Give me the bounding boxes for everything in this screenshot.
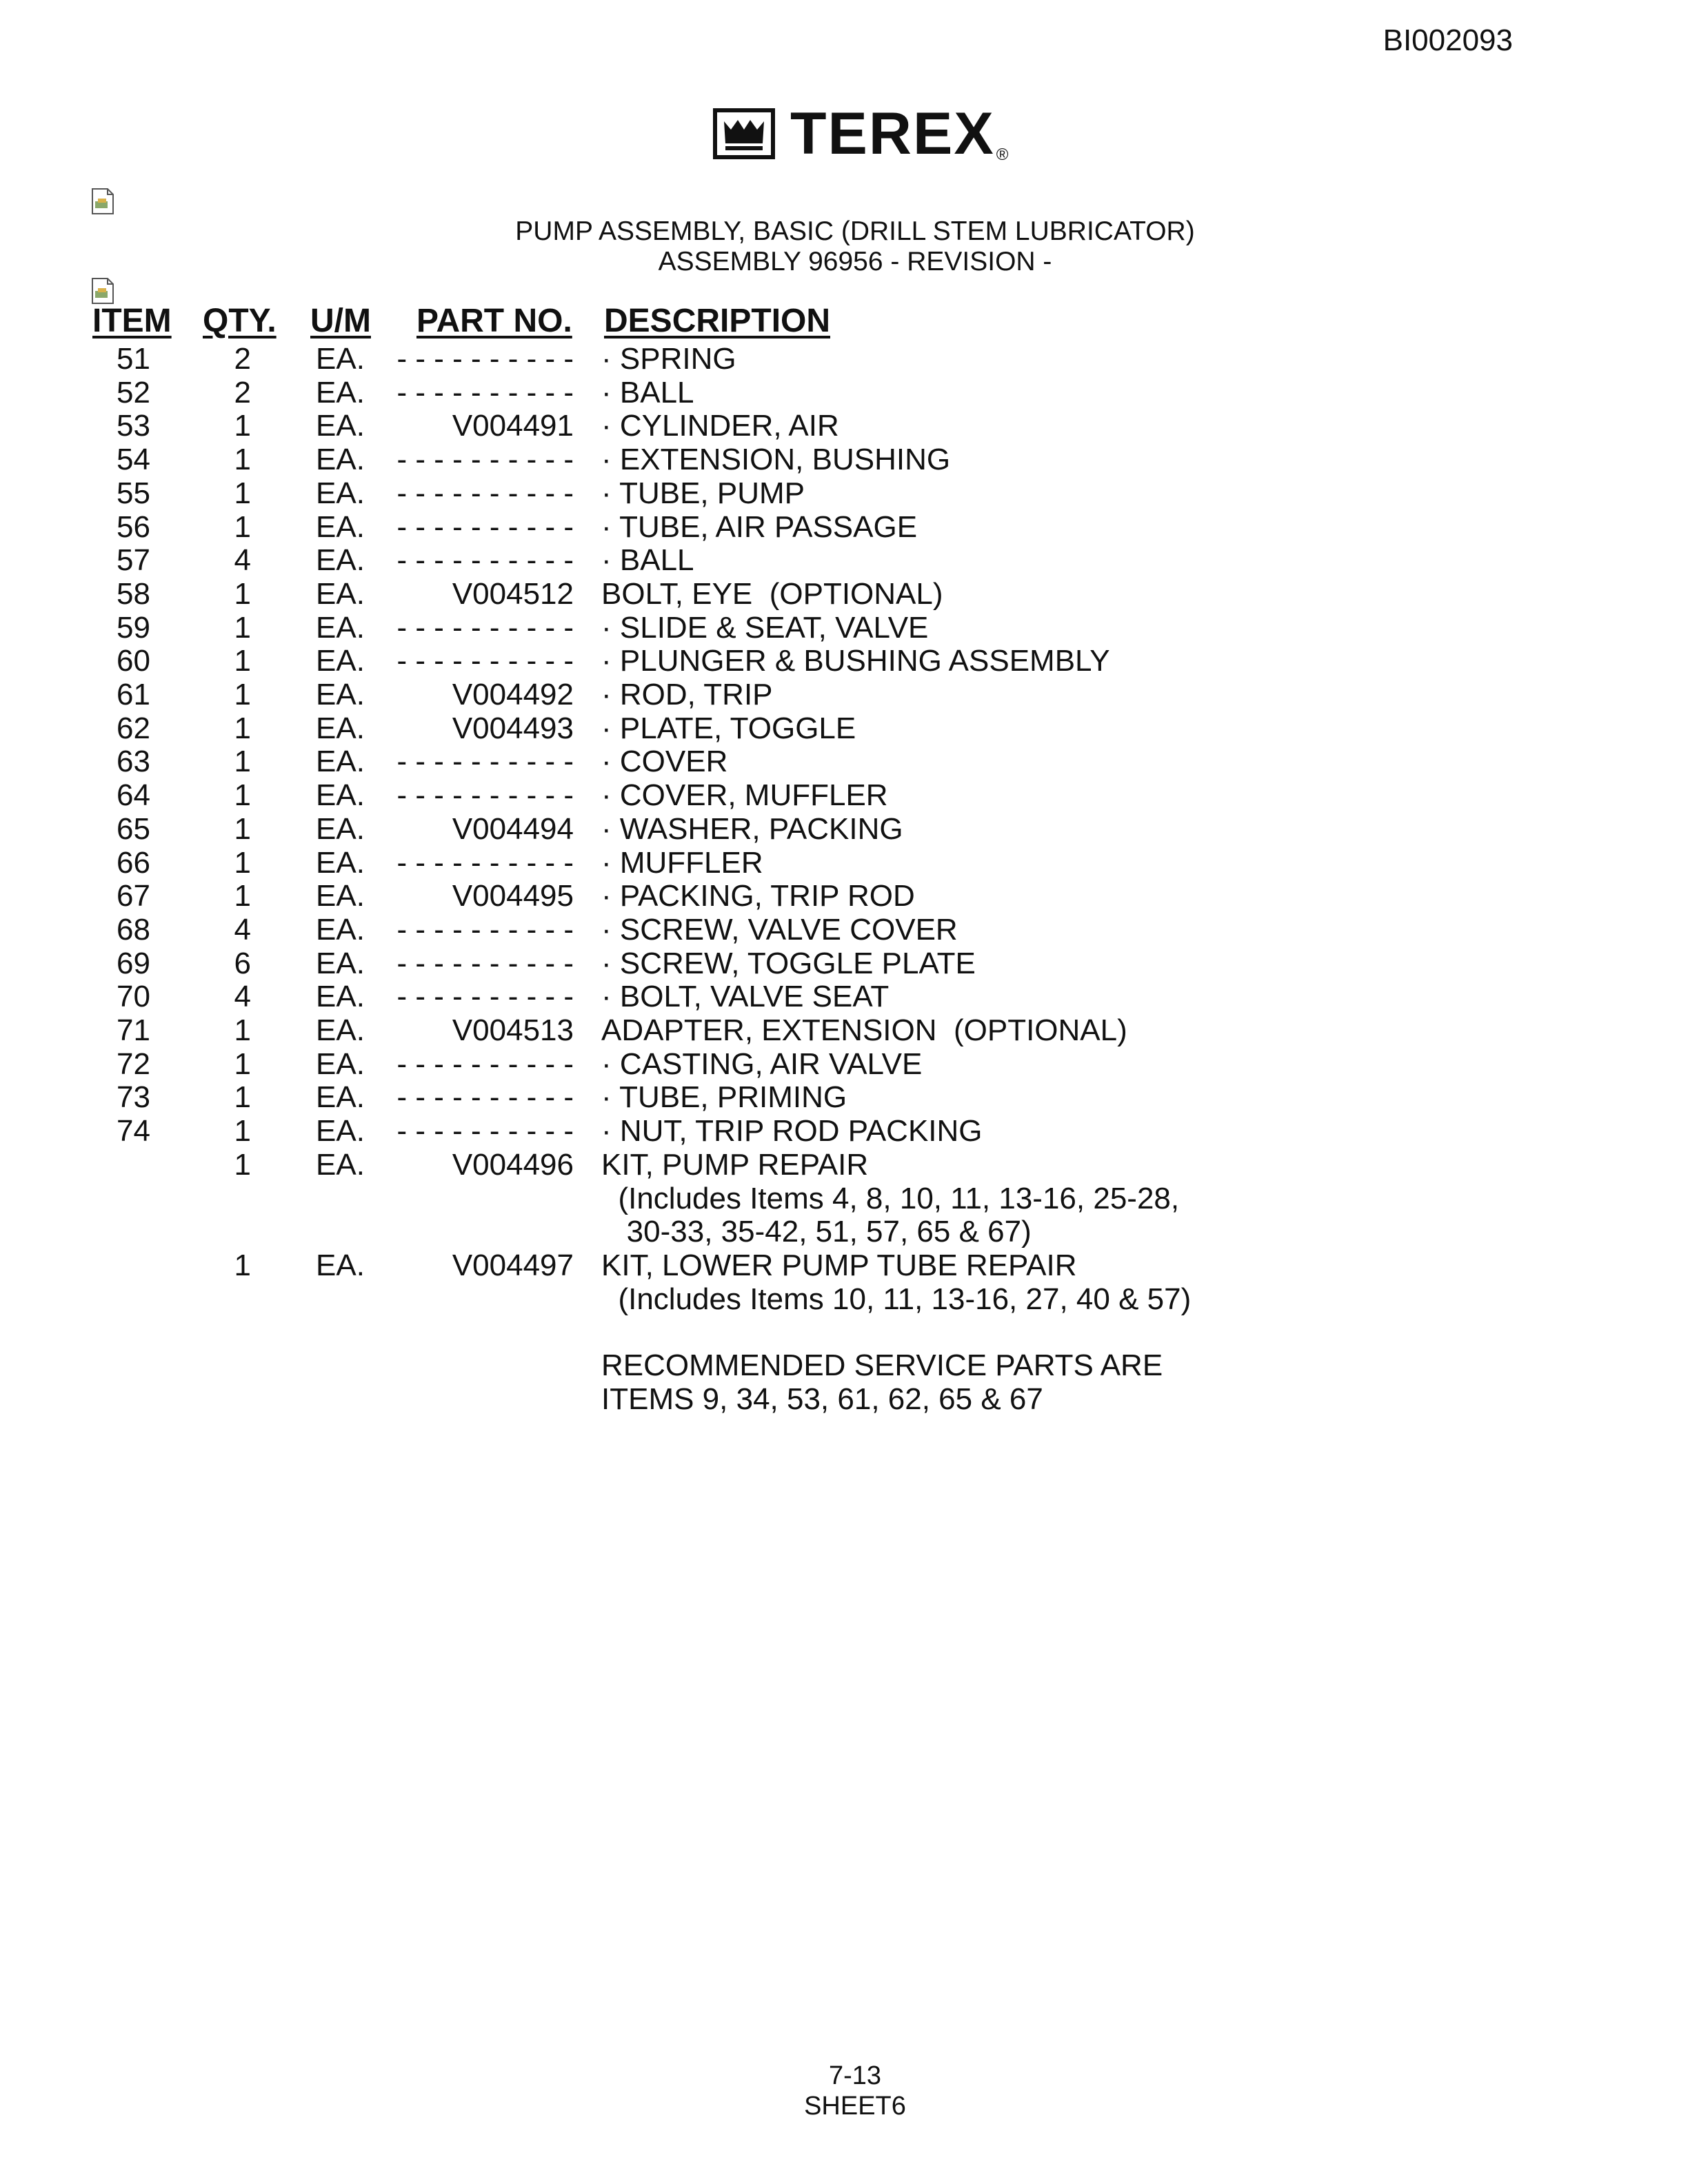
cell-part-no: - - - - - - - - - -: [396, 644, 574, 678]
cell-qty: 4: [234, 912, 251, 947]
header-um: U/M: [310, 303, 371, 339]
cell-part-no: - - - - - - - - - -: [396, 342, 574, 376]
cell-item: 65: [117, 811, 150, 846]
cell-description: · SCREW, VALVE COVER: [601, 912, 958, 947]
cell-part-no: - - - - - - - - - -: [396, 745, 574, 779]
cell-qty: 1: [234, 745, 251, 779]
cell-description: KIT, PUMP REPAIR: [601, 1147, 869, 1182]
cell-item: 68: [117, 912, 150, 947]
terex-logo: [713, 101, 1010, 167]
cell-qty: 1: [234, 409, 251, 443]
cell-part-no: V004493: [452, 711, 574, 745]
cell-description: · COVER, MUFFLER: [601, 778, 888, 813]
cell-qty: 1: [234, 1080, 251, 1115]
table-row: [0, 476, 1688, 509]
table-row: [0, 1114, 1688, 1147]
embedded-document-icon[interactable]: [90, 188, 116, 215]
table-row: [0, 644, 1688, 677]
cell-description: · PACKING, TRIP ROD: [601, 879, 915, 913]
cell-um: EA.: [316, 576, 365, 611]
cell-description: · ROD, TRIP: [601, 678, 773, 711]
cell-description: · BALL: [601, 375, 694, 410]
header-qty: QTY.: [203, 303, 277, 339]
table-row: [0, 1182, 1688, 1215]
table-row: [0, 510, 1688, 543]
cell-description: · WASHER, PACKING: [601, 811, 903, 846]
cell-description: · EXTENSION, BUSHING: [601, 443, 951, 477]
cell-part-no: - - - - - - - - - -: [396, 443, 574, 477]
table-row: [0, 1215, 1688, 1248]
table-row: [0, 443, 1688, 476]
cell-description: · SCREW, TOGGLE PLATE: [601, 946, 976, 980]
cell-item: 73: [117, 1080, 150, 1115]
table-row: [0, 778, 1688, 811]
cell-qty: 1: [234, 711, 251, 745]
cell-um: EA.: [316, 1046, 365, 1081]
cell-qty: 1: [234, 678, 251, 711]
sheet-label: SHEET6: [804, 2092, 906, 2121]
cell-description: · BALL: [601, 543, 694, 578]
cell-description: BOLT, EYE (OPTIONAL): [601, 576, 943, 611]
cell-item: 56: [117, 509, 150, 544]
cell-description: · COVER: [601, 745, 728, 779]
cell-description: · TUBE, PRIMING: [601, 1080, 847, 1115]
header-part-no: PART NO.: [416, 303, 572, 339]
cell-um: EA.: [316, 1080, 365, 1115]
cell-um: EA.: [316, 711, 365, 745]
cell-part-no: V004494: [452, 811, 574, 846]
cell-um: EA.: [316, 543, 365, 578]
cell-item: 72: [117, 1046, 150, 1081]
cell-um: EA.: [316, 678, 365, 711]
cell-item: 69: [117, 946, 150, 980]
cell-part-no: V004513: [452, 1013, 574, 1047]
cell-item: 59: [117, 610, 150, 645]
cell-qty: 1: [234, 879, 251, 913]
cell-part-no: - - - - - - - - - -: [396, 1046, 574, 1081]
table-row: [0, 711, 1688, 745]
cell-um: EA.: [316, 409, 365, 443]
cell-description: · BOLT, VALVE SEAT: [601, 980, 890, 1014]
table-row: [0, 913, 1688, 946]
cell-part-no: V004496: [452, 1147, 574, 1182]
cell-item: 52: [117, 375, 150, 410]
cell-part-no: - - - - - - - - - -: [396, 375, 574, 410]
cell-item: 58: [117, 576, 150, 611]
assembly-title: PUMP ASSEMBLY, BASIC (DRILL STEM LUBRICATOR): [515, 216, 1195, 246]
cell-qty: 1: [234, 1114, 251, 1149]
cell-part-no: - - - - - - - - - -: [396, 778, 574, 813]
cell-um: EA.: [316, 476, 365, 510]
cell-description: · SPRING: [601, 342, 736, 376]
cell-um: EA.: [316, 1248, 365, 1282]
cell-description: · MUFFLER: [601, 845, 763, 880]
table-row: [0, 611, 1688, 644]
cell-qty: 1: [234, 1046, 251, 1081]
table-row: [0, 846, 1688, 879]
cell-description: · NUT, TRIP ROD PACKING: [601, 1114, 983, 1149]
cell-description: KIT, LOWER PUMP TUBE REPAIR: [601, 1248, 1077, 1282]
cell-part-no: - - - - - - - - - -: [396, 1080, 574, 1115]
cell-item: 63: [117, 745, 150, 779]
table-row: [0, 1047, 1688, 1080]
table-row: [0, 1080, 1688, 1113]
cell-um: EA.: [316, 1013, 365, 1047]
cell-item: 57: [117, 543, 150, 578]
document-id: BI002093: [1383, 23, 1513, 57]
cell-part-no: - - - - - - - - - -: [396, 1114, 574, 1149]
cell-description: · TUBE, PUMP: [601, 476, 805, 510]
cell-um: EA.: [316, 745, 365, 779]
table-row: [0, 1148, 1688, 1181]
cell-um: EA.: [316, 342, 365, 376]
cell-qty: 1: [234, 509, 251, 544]
cell-um: EA.: [316, 610, 365, 645]
cell-qty: 1: [234, 576, 251, 611]
cell-item: 62: [117, 711, 150, 745]
cell-item: 67: [117, 879, 150, 913]
cell-part-no: V004495: [452, 879, 574, 913]
embedded-document-icon[interactable]: [90, 277, 116, 305]
recommended-parts-note: RECOMMENDED SERVICE PARTS ARE: [601, 1348, 1163, 1382]
cell-item: 54: [117, 443, 150, 477]
cell-description: 30-33, 35-42, 51, 57, 65 & 67): [601, 1215, 1032, 1249]
cell-item: 55: [117, 476, 150, 510]
cell-part-no: - - - - - - - - - -: [396, 610, 574, 645]
cell-description: (Includes Items 10, 11, 13-16, 27, 40 & 57): [601, 1282, 1192, 1316]
table-row: [0, 1013, 1688, 1046]
cell-part-no: - - - - - - - - - -: [396, 509, 574, 544]
cell-um: EA.: [316, 879, 365, 913]
cell-item: 61: [117, 678, 150, 711]
cell-item: 70: [117, 980, 150, 1014]
table-row: [0, 409, 1688, 442]
cell-qty: 1: [234, 443, 251, 477]
cell-item: 64: [117, 778, 150, 813]
cell-um: EA.: [316, 946, 365, 980]
assembly-revision: ASSEMBLY 96956 - REVISION -: [658, 247, 1052, 276]
cell-um: EA.: [316, 1147, 365, 1182]
cell-part-no: V004492: [452, 678, 574, 711]
cell-part-no: - - - - - - - - - -: [396, 912, 574, 947]
cell-part-no: V004497: [452, 1248, 574, 1282]
table-row: [0, 543, 1688, 576]
header-item: ITEM: [92, 303, 172, 339]
cell-item: 66: [117, 845, 150, 880]
cell-description: (Includes Items 4, 8, 10, 11, 13-16, 25-28,: [601, 1181, 1180, 1215]
table-row: [0, 376, 1688, 409]
cell-um: EA.: [316, 845, 365, 880]
cell-qty: 2: [234, 375, 251, 410]
cell-um: EA.: [316, 811, 365, 846]
registered-mark: ®: [996, 145, 1010, 164]
cell-um: EA.: [316, 375, 365, 410]
cell-qty: 1: [234, 778, 251, 813]
table-row: [0, 812, 1688, 845]
cell-qty: 1: [234, 476, 251, 510]
cell-um: EA.: [316, 912, 365, 947]
table-row: [0, 577, 1688, 610]
logo-text: TEREX: [790, 101, 995, 167]
table-row: [0, 745, 1688, 778]
cell-um: EA.: [316, 509, 365, 544]
cell-qty: 1: [234, 1013, 251, 1047]
cell-part-no: V004491: [452, 409, 574, 443]
cell-um: EA.: [316, 644, 365, 678]
cell-qty: 1: [234, 1248, 251, 1282]
cell-description: ADAPTER, EXTENSION (OPTIONAL): [601, 1013, 1127, 1047]
table-row: [0, 879, 1688, 912]
header-description: DESCRIPTION: [604, 303, 831, 339]
cell-item: 53: [117, 409, 150, 443]
cell-qty: 1: [234, 610, 251, 645]
cell-qty: 1: [234, 811, 251, 846]
cell-part-no: - - - - - - - - - -: [396, 946, 574, 980]
cell-item: 74: [117, 1114, 150, 1149]
crown-logo-icon: [713, 108, 775, 159]
cell-description: · PLATE, TOGGLE: [601, 711, 856, 745]
cell-qty: 4: [234, 543, 251, 578]
cell-part-no: - - - - - - - - - -: [396, 980, 574, 1014]
cell-part-no: V004512: [452, 576, 574, 611]
cell-qty: 4: [234, 980, 251, 1014]
cell-qty: 1: [234, 1147, 251, 1182]
table-row: [0, 342, 1688, 375]
table-row: [0, 678, 1688, 711]
table-row: [0, 1248, 1688, 1282]
cell-qty: 2: [234, 342, 251, 376]
cell-description: · TUBE, AIR PASSAGE: [601, 509, 918, 544]
cell-description: · SLIDE & SEAT, VALVE: [601, 610, 929, 645]
cell-part-no: - - - - - - - - - -: [396, 845, 574, 880]
page-number: 7-13: [828, 2061, 882, 2090]
cell-um: EA.: [316, 443, 365, 477]
cell-um: EA.: [316, 980, 365, 1014]
cell-part-no: - - - - - - - - - -: [396, 543, 574, 578]
table-row: [0, 1282, 1688, 1315]
cell-um: EA.: [316, 778, 365, 813]
cell-qty: 1: [234, 845, 251, 880]
table-row: [0, 947, 1688, 980]
cell-description: · CYLINDER, AIR: [601, 409, 839, 443]
recommended-parts-items: ITEMS 9, 34, 53, 61, 62, 65 & 67: [601, 1382, 1043, 1416]
cell-item: 51: [117, 342, 150, 376]
cell-qty: 1: [234, 644, 251, 678]
cell-item: 60: [117, 644, 150, 678]
cell-um: EA.: [316, 1114, 365, 1149]
cell-item: 71: [117, 1013, 150, 1047]
cell-description: · PLUNGER & BUSHING ASSEMBLY: [601, 644, 1110, 678]
table-row: [0, 980, 1688, 1013]
cell-description: · CASTING, AIR VALVE: [601, 1046, 923, 1081]
cell-qty: 6: [234, 946, 251, 980]
cell-part-no: - - - - - - - - - -: [396, 476, 574, 510]
